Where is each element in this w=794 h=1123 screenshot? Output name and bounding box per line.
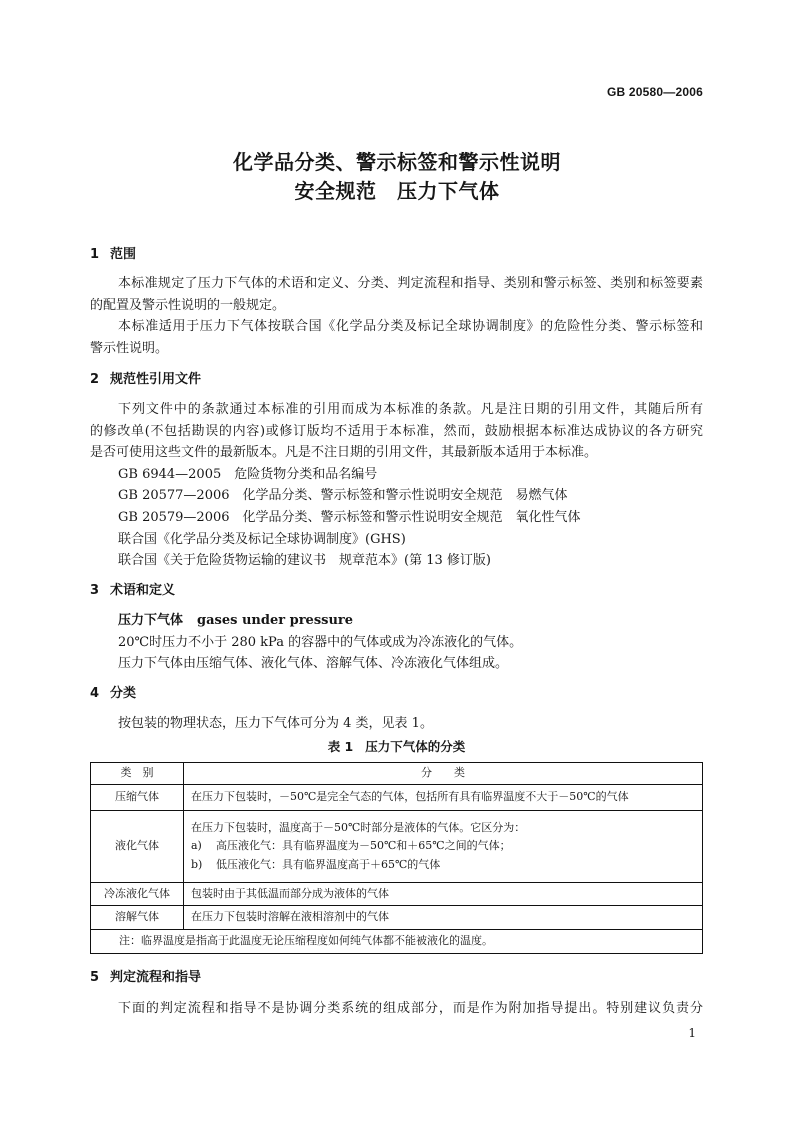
section-4-body <box>90 713 703 735</box>
table-title: 压力下气体的分类 <box>365 739 466 754</box>
row-category: 压缩气体 <box>91 785 184 811</box>
reference-code: GB 6944—2005 <box>118 466 222 482</box>
reference-item <box>90 550 703 572</box>
list-text: 高压液化气：具有临界温度为－50℃和＋65℃之间的气体； <box>216 839 511 853</box>
reference-title: 联合国《关于危险货物运输的建议书 规章范本》(第 13 修订版) <box>118 553 491 569</box>
list-marker: a) <box>191 839 202 853</box>
section-3-body <box>90 610 703 675</box>
classification-paragraph: 按包装的物理状态，压力下气体可分为 4 类，见表 1。 <box>118 716 433 731</box>
section-1-heading <box>90 244 703 266</box>
reference-title: 危险货物分类和品名编号 <box>234 466 378 482</box>
references-intro-line-1: 下列文件中的条款通过本标准的引用而成为本标准的条款。凡是注日期的引用文件，其随后所有 <box>118 402 703 417</box>
list-item <box>191 837 702 856</box>
table-row <box>91 906 703 930</box>
header-category: 类 别 <box>91 763 184 785</box>
reference-item <box>90 529 703 551</box>
table-note-row <box>91 930 703 954</box>
page-number: 1 <box>688 1026 696 1040</box>
guidance-paragraph-line-1: 下面的判定流程和指导不是协调分类系统的组成部分，而是作为附加指导提出。特别建议负责分 <box>118 1001 703 1016</box>
table-note: 注：临界温度是指高于此温度无论压缩程度如何纯气体都不能被液化的温度。 <box>91 930 703 954</box>
scope-paragraph-2-line-1: 本标准适用于压力下气体按联合国《化学品分类及标记全球协调制度》的危险性分类、警示标签和 <box>118 319 703 335</box>
document-title <box>0 148 794 206</box>
reference-item <box>90 507 703 529</box>
section-2-heading <box>90 369 703 391</box>
term-english: gases under pressure <box>197 613 354 628</box>
standard-code: GB 20580—2006 <box>607 85 703 99</box>
section-title: 判定流程和指导 <box>110 970 202 985</box>
reference-code: GB 20577—2006 <box>118 488 230 504</box>
table-header-row <box>91 763 703 785</box>
section-5-heading <box>90 967 703 989</box>
term-chinese: 压力下气体 <box>118 613 184 628</box>
table-row <box>91 811 703 883</box>
row-category: 溶解气体 <box>91 906 184 930</box>
row-description: 在压力下包装时，－50℃是完全气态的气体，包括所有具有临界温度不大于－50℃的气体 <box>184 785 703 811</box>
section-title: 术语和定义 <box>110 583 176 598</box>
section-2-body <box>90 399 703 572</box>
section-3-heading <box>90 580 703 602</box>
table-row <box>91 883 703 906</box>
section-title: 分类 <box>110 686 137 701</box>
reference-item <box>90 485 703 507</box>
title-line-2: 安全规范 压力下气体 <box>294 179 500 203</box>
scope-paragraph-1-line-1: 本标准规定了压力下气体的术语和定义、分类、判定流程和指导、类别和警示标签、类别和标签要素 <box>118 276 703 291</box>
section-number: 2 <box>90 372 100 387</box>
section-5-body <box>90 998 703 1020</box>
table-caption <box>90 736 703 758</box>
title-line-1: 化学品分类、警示标签和警示性说明 <box>233 150 561 174</box>
header-classification: 分 类 <box>184 763 703 785</box>
reference-title: 联合国《化学品分类及标记全球协调制度》(GHS) <box>118 531 406 547</box>
section-title: 规范性引用文件 <box>110 372 202 387</box>
reference-code: GB 20579—2006 <box>118 509 230 525</box>
section-4-heading <box>90 683 703 705</box>
section-title: 范围 <box>110 247 137 262</box>
term-entry <box>90 610 703 632</box>
row-category: 冷冻液化气体 <box>91 883 184 906</box>
scope-paragraph-1-line-2: 的配置及警示性说明的一般规定。 <box>90 297 286 313</box>
list-marker: b) <box>191 857 203 871</box>
classification-table <box>90 762 703 954</box>
list-item <box>191 856 702 875</box>
list-text: 低压液化气：具有临界温度高于＋65℃的气体 <box>216 857 441 871</box>
reference-item <box>90 464 703 486</box>
row-category: 液化气体 <box>91 811 184 883</box>
references-intro-line-3: 是否可使用这些文件的最新版本。凡是不注日期的引用文件，其最新版本适用于本标准。 <box>90 445 598 461</box>
table-row <box>91 785 703 811</box>
row-description: 在压力下包装时溶解在液相溶剂中的气体 <box>184 906 703 930</box>
table-number: 表 1 <box>327 739 354 754</box>
section-number: 4 <box>90 686 100 701</box>
references-intro-line-2: 的修改单(不包括勘误的内容)或修订版均不适用于本标准，然而，鼓励根据本标准达成协议的各方研究 <box>90 423 703 439</box>
row-description: 包装时由于其低温而部分成为液体的气体 <box>184 883 703 906</box>
section-number: 1 <box>90 247 100 262</box>
scope-paragraph-2-line-2: 警示性说明。 <box>90 340 169 356</box>
term-definition: 20℃时压力不小于 280 kPa 的容器中的气体或成为冷冻液化的气体。 <box>118 634 523 650</box>
row-description <box>184 811 703 883</box>
row-description-intro: 在压力下包装时，温度高于－50℃时部分是液体的气体。它区分为： <box>191 820 526 834</box>
reference-title: 化学品分类、警示标签和警示性说明安全规范 氧化性气体 <box>242 509 581 525</box>
term-composition: 压力下气体由压缩气体、液化气体、溶解气体、冷冻液化气体组成。 <box>118 656 509 672</box>
reference-title: 化学品分类、警示标签和警示性说明安全规范 易燃气体 <box>242 488 568 504</box>
section-number: 3 <box>90 583 100 598</box>
section-number: 5 <box>90 970 100 985</box>
section-1-body <box>90 273 703 359</box>
